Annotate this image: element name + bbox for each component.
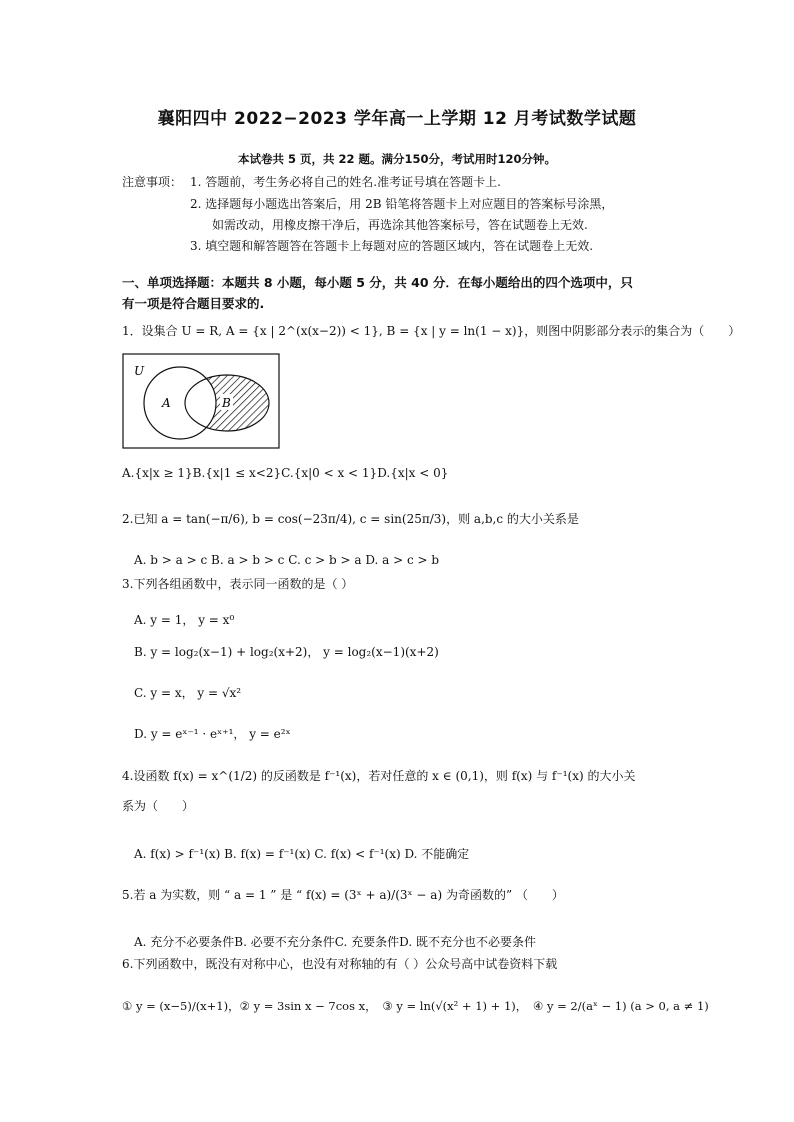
- question-4-stem: 4.设函数 f(x) = x^(1/2) 的反函数是 f⁻¹(x)，若对任意的 x ∈ (0,1)，则 f(x) 与 f⁻¹(x) 的大小关: [122, 769, 636, 783]
- notice-item-2: 2. 选择题每小题选出答案后，用 2B 铅笔将答题卡上对应题目的答案标号涂黑，: [190, 197, 614, 211]
- notice-item-2-cont: 如需改动，用橡皮擦干净后，再选涂其他答案标号，答在试题卷上无效.: [212, 218, 588, 232]
- venn-label-b: B: [222, 396, 231, 410]
- question-6-options: ① y = (x−5)/(x+1)，② y = 3sin x − 7cos x， ③ y = ln(√(x² + 1) + 1)， ④ y = 2/(aˣ − 1) (a > 0, a ≠ 1): [122, 999, 709, 1013]
- question-5-options: A. 充分不必要条件B. 必要不充分条件C. 充要条件D. 既不充分也不必要条件: [134, 935, 536, 949]
- question-3-option-a: A. y = 1， y = x⁰: [134, 613, 235, 627]
- question-6-stem: 6.下列函数中，既没有对称中心，也没有对称轴的有（ ）公众号高中试卷资料下载: [122, 957, 558, 971]
- section-heading-cont: 有一项是符合题目要求的.: [122, 296, 265, 311]
- section-heading: 一、单项选择题：本题共 8 小题，每小题 5 分，共 40 分．在每小题给出的四个选项中，只: [122, 275, 633, 290]
- venn-diagram: [122, 353, 280, 449]
- notice-item-1: 1. 答题前，考生务必将自己的姓名.准考证号填在答题卡上.: [190, 175, 501, 189]
- question-1-stem: 1．设集合 U = R, A = {x | 2^(x(x−2)) < 1}, B = {x | y = ln(1 − x)}，则图中阴影部分表示的集合为（ ）: [122, 324, 741, 338]
- question-1-options: A.{x|x ≥ 1}B.{x|1 ≤ x<2}C.{x|0 < x < 1}D.{x|x < 0}: [122, 466, 449, 480]
- exam-subtitle: 本试卷共 5 页，共 22 题。满分150分，考试用时120分钟。: [237, 152, 557, 166]
- question-2-stem: 2.已知 a = tan(−π/6), b = cos(−23π/4), c = sin(25π/3)，则 a,b,c 的大小关系是: [122, 512, 579, 526]
- question-3-option-d: D. y = eˣ⁻¹ · eˣ⁺¹， y = e²ˣ: [134, 727, 291, 741]
- question-3-option-b: B. y = log₂(x−1) + log₂(x+2)， y = log₂(x−1)(x+2): [134, 645, 439, 659]
- notice-item-3: 3. 填空题和解答题答在答题卡上每题对应的答题区域内，答在试题卷上无效.: [190, 239, 594, 253]
- venn-label-a: A: [162, 396, 171, 410]
- question-4-options: A. f(x) > f⁻¹(x) B. f(x) = f⁻¹(x) C. f(x) < f⁻¹(x) D. 不能确定: [134, 847, 470, 861]
- question-3-stem: 3.下列各组函数中，表示同一函数的是（ ）: [122, 577, 354, 591]
- venn-label-u: U: [134, 364, 145, 378]
- question-4-stem-cont: 系为（ ）: [122, 799, 195, 813]
- question-2-options: A. b > a > c B. a > b > c C. c > b > a D. a > c > b: [134, 553, 440, 567]
- notice-label: 注意事项：: [122, 175, 183, 189]
- question-5-stem: 5.若 a 为实数，则 “ a = 1 ” 是 “ f(x) = (3ˣ + a)/(3ˣ − a) 为奇函数的” （ ）: [122, 888, 564, 902]
- page-title: 襄阳四中 2022−2023 学年高一上学期 12 月考试数学试题: [157, 109, 637, 129]
- question-3-option-c: C. y = x， y = √x²: [134, 686, 242, 700]
